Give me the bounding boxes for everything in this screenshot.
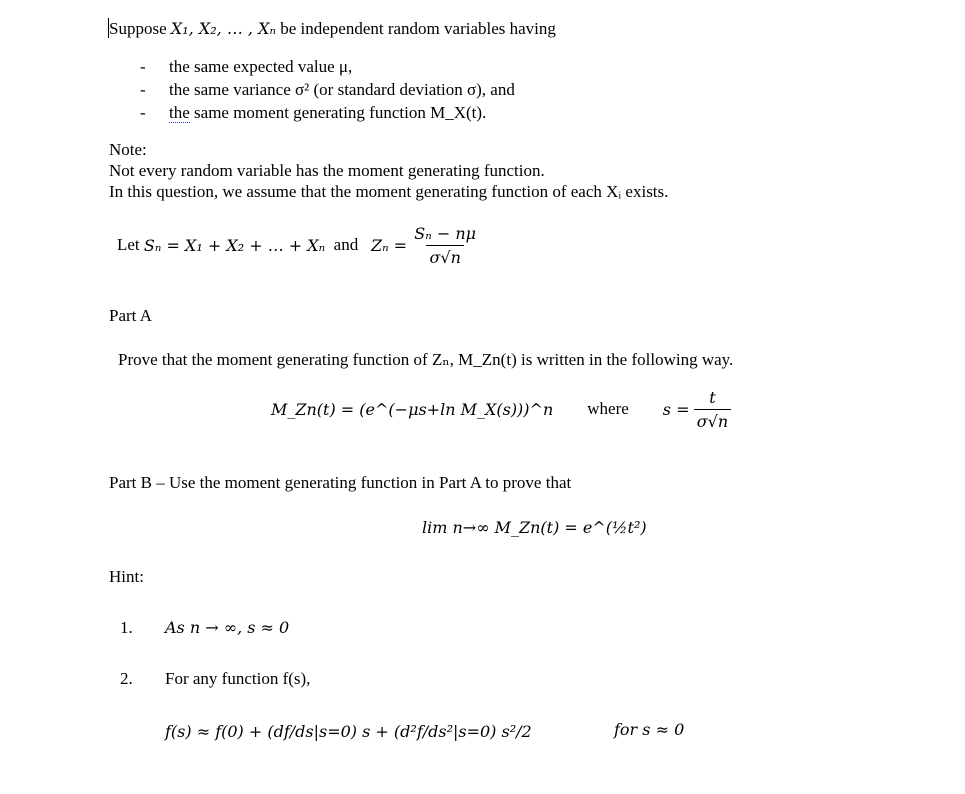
intro-variables: X₁, X₂, … , Xₙ: [170, 19, 276, 38]
definitions-line: [117, 218, 479, 272]
s-fraction: [694, 388, 731, 431]
hint-number-1: 1.: [120, 618, 133, 637]
note-heading: Note:: [109, 140, 147, 159]
where-label: where: [587, 399, 629, 418]
s-lhs: s =: [662, 399, 690, 419]
part-b-title: Part B – Use the moment generating function in Part A to prove that: [109, 473, 572, 492]
part-a-title: Part A: [109, 306, 152, 325]
note-line-2: In this question, we assume that the moment generating function of each Xᵢ exists.: [109, 182, 669, 201]
taylor-line: [165, 706, 532, 756]
note-line-1: Not every random variable has the moment generating function.: [109, 161, 545, 180]
taylor-formula: f(s) ≈ f(0) + (df/ds|s=0) s + (d²f/ds²|s=0) s²/2: [165, 721, 532, 741]
condition-bullet-3: -: [140, 103, 146, 122]
sum-expression: Sₙ = X₁ + X₂ + … + Xₙ: [143, 235, 326, 255]
z-denominator: σ√n: [426, 245, 463, 267]
intro-lead: Suppose: [109, 19, 167, 38]
taylor-condition: for s ≈ 0: [614, 720, 685, 739]
hint-text-1: As n → ∞, s ≈ 0: [165, 618, 290, 637]
condition-text-1: the same expected value μ,: [169, 57, 353, 76]
and-label: and: [333, 235, 359, 254]
intro-line: [109, 19, 556, 39]
hint-number-2: 2.: [120, 669, 133, 688]
limit-formula: lim n→∞ M_Zn(t) = e^(½t²): [422, 518, 647, 537]
hint-text-2: For any function f(s),: [165, 669, 311, 688]
intro-tail: be independent random variables having: [280, 19, 556, 38]
let-label: Let: [117, 235, 140, 254]
condition-bullet-1: -: [140, 57, 146, 76]
hint-heading: Hint:: [109, 567, 144, 586]
condition-bullet-2: -: [140, 80, 146, 99]
s-numerator: t: [709, 387, 716, 407]
part-a-formula-line: [271, 384, 731, 434]
s-denominator: σ√n: [694, 409, 731, 431]
z-numerator: Sₙ − nμ: [414, 223, 477, 243]
condition-text-2: the same variance σ² (or standard deviation σ), and: [169, 80, 515, 99]
part-b-limit: [422, 518, 647, 538]
z-fraction: [411, 224, 479, 267]
part-a-formula: M_Zn(t) = (e^(−μs+ln M_X(s)))^n: [271, 399, 554, 419]
z-lhs: Zₙ =: [370, 235, 408, 255]
part-a-prompt: Prove that the moment generating function of Zₙ, M_Zn(t) is written in the following way.: [118, 350, 734, 369]
condition-text-3-rest: same moment generating function M_X(t).: [194, 103, 487, 122]
condition-text-3: [169, 103, 486, 123]
spellcheck-word: the: [169, 103, 190, 122]
